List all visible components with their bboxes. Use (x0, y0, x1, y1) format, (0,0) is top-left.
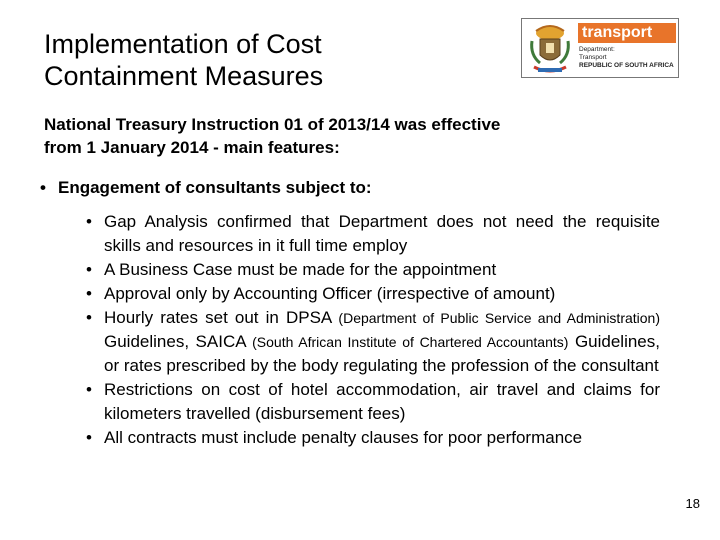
list-item-text-part: Guidelines, or rates prescribed by the body regulating the profession of the consultant (104, 332, 660, 375)
list-item (86, 378, 660, 426)
page-number: 18 (685, 496, 700, 511)
list-item-text: Approval only by Accounting Officer (irrespective of amount) (104, 284, 556, 303)
title-line-2: Containment Measures (44, 61, 324, 91)
bullet-icon: • (86, 212, 92, 231)
main-bullet-text: Engagement of consultants subject to: (58, 178, 372, 197)
list-item-text: Gap Analysis confirmed that Department does not need the requisite skills and resources in it full time employ (104, 212, 660, 255)
list-item (86, 306, 660, 378)
bullet-icon: • (86, 260, 92, 279)
list-item-text: Restrictions on cost of hotel accommodation, air travel and claims for kilometers travelled (disbursement fees) (104, 380, 660, 423)
list-item (86, 282, 660, 306)
coat-of-arms-icon (526, 23, 574, 75)
list-item-text-part: Hourly rates set out in DPSA (104, 308, 339, 327)
logo-wordmark: transport (578, 23, 676, 43)
bullet-icon: • (40, 178, 46, 197)
list-item-text-part: Guidelines, SAICA (104, 332, 253, 351)
logo-country: REPUBLIC OF SOUTH AFRICA (579, 62, 674, 69)
list-item (86, 426, 660, 450)
list-item (86, 258, 660, 282)
transport-logo (521, 18, 679, 78)
list-item-text: All contracts must include penalty clauses for poor performance (104, 428, 583, 447)
slide-title (44, 28, 464, 92)
main-bullet (40, 177, 372, 199)
bullet-icon: • (86, 428, 92, 447)
subtitle-line-1: National Treasury Instruction 01 of 2013/14 was effective (44, 115, 501, 134)
list-item-note: (Department of Public Service and Administration) (338, 310, 660, 326)
bullet-icon: • (86, 284, 92, 303)
bullet-icon: • (86, 380, 92, 399)
list-item (86, 210, 660, 258)
subtitle-line-2: from 1 January 2014 - main features: (44, 138, 340, 157)
list-item-note: (South African Institute of Chartered Accountants) (252, 334, 569, 350)
sub-bullet-list (86, 210, 660, 450)
slide-subtitle (44, 113, 604, 159)
list-item-text: A Business Case must be made for the appointment (104, 260, 497, 279)
logo-transport: Transport (579, 54, 607, 61)
logo-department: Department: (579, 46, 615, 53)
bullet-icon: • (86, 308, 92, 327)
title-line-1: Implementation of Cost (44, 29, 322, 59)
